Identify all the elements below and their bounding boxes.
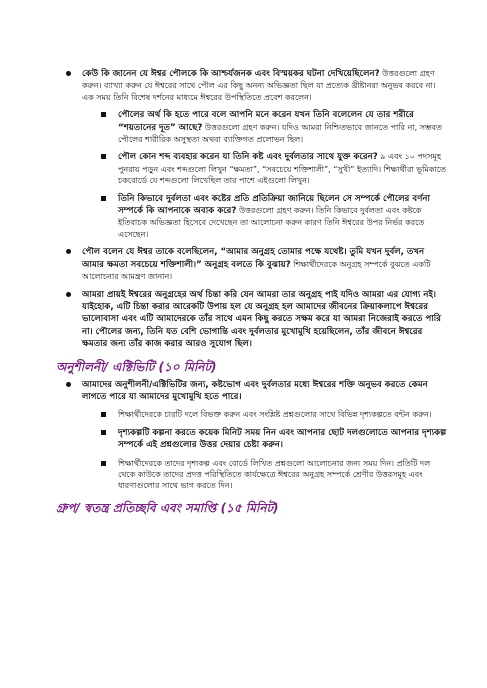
list-item (56, 193, 447, 241)
bullet-marker (66, 249, 71, 254)
list-item (56, 109, 447, 145)
bullet-marker (101, 430, 106, 435)
instruction-text: উত্তরগুলো গ্রহণ করুন। ব্যাখ্যা করুন যে ঈশ্বরের সাথে পৌল এর কিছু অনন্য অভিজ্ঞতা ছিল যা প্রত্যেক খ্রীষ্টানরা অনুভব করবে না। এক সময় তিনি বিশেষ দর্শনের মাধ্যমে ঈশ্বরের উপস্থিতিতে প্রবেশ করলেন। (82, 69, 436, 102)
instruction-text: উত্তরগুলো গ্রহণ করুন। যদিও আমরা নিশ্চিতভাবে জানতে পারি না, সম্ভবত পৌলের শারীরিক অসুস্থতা অথবা ব্যাক্তিগত প্রলোভন ছিল। (118, 122, 442, 145)
bullet-marker (101, 412, 106, 417)
list-item (56, 458, 447, 492)
statement-text: আমাদের অনুশীলনী/এক্টিভিটির জন্য, কষ্টভোগ এবং দুর্বলতার মধ্যে ঈশ্বরের শক্তি অনুভব করতে কেমন লাগতে পারে যা আমাদের মুখোমুখি হতে পারে। (82, 379, 428, 402)
list-item (56, 427, 447, 452)
question-text: পৌল বলেন যে ঈশ্বর তাকে বলেছিলেন, “আমার অনুগ্রহ তোমার পক্ষে যথেষ্ট। তুমি যখন দুর্বল, তখন আমার ক্ষমতা সবচেয়ে শক্তিশালী।” অনুগ্রহ বলতে কি বুঝায়? (82, 247, 425, 270)
bullet-marker (66, 292, 71, 297)
list-item (56, 379, 447, 404)
list-item (56, 289, 447, 351)
instruction-text: শিক্ষার্থীদেরকে চারটি দলে বিভক্ত করুন এবং সংশ্লিষ্ট প্রশ্নগুলোর সাথে বিভিন্ন দৃশ্যকল্পতে বন্টন করুন। (118, 410, 432, 420)
bullet-marker (101, 461, 106, 466)
question-text: পৌল কোন শব্দ ব্যবহার করেন যা তিনি কষ্ট এবং দুর্বলতার সাথে যুক্ত করেন? (118, 152, 378, 163)
list-item (56, 409, 447, 420)
list-item (56, 151, 447, 186)
instruction-text: শিক্ষার্থীদেরকে তাদের দৃশ্যকল্প এবং বোর্ডে লিখিত প্রশ্নগুলো আলোচনার জন্য সময় দিন। প্রতিটি দল থেকে কাউকে তাদের প্রদত্ত পরিস্থিতিতে কার্যক্ষেত্রে ঈশ্বরের অনুগ্রহ সম্পর্কে শ্রেণীর উত্তরসমূহ এবং ধারণাগুলোর সাথে ভাগ করতে দিন। (118, 458, 431, 491)
instruction-text: শিক্ষার্থীদেরকে অনুগ্রহ সম্পর্কে বুঝতে একটি আলোচনার আমন্ত্রণ জানান। (82, 259, 431, 282)
statement-text: আমরা প্রায়ই ঈশ্বরের অনুগ্রহের অর্থ চিন্তা করি যেন আমরা তার অনুগ্রহ পাই যদিও আমরা এর যোগ্য নই। যাইহোক, এটি চিন্তা করার আরেকটি উপায় হল যে অনুগ্রহ হল আমাদের জীবনের ক্রিয়াকলাপে ঈশ্বরের ভালোবাসা এবং এটি আমাদেরকে তাঁর সাথে এমন কিছু করতে সক্ষম করে যা আমরা নিজেরাই করতে পারি না। পৌলের জন্য, তিনি যত বেশি ভোগান্তি এবং দুর্বলতার মুখোমুখি হয়েছিলেন, তাঁর জীবনে ঈশ্বরের ক্ষমতার জন্য তাঁর কাজ করার আরও সুযোগ ছিল। (82, 289, 441, 350)
closing-heading: গ্রুপ/ স্বতন্ত্র প্রতিচ্ছবি এবং সমাপ্তি (১৫ মিনিট) (56, 500, 279, 515)
instruction-text: ৯ এবং ১০ পদসমূহ পুনরায় পড়ুন এবং শব্দগুলো লিখুন “ক্ষমতা”, “সবচেয়ে শক্তিশালী”, “সুখী” ইত্যাদি। শিক্ষার্থীরা ভূমিকাতে চকবোর্ডে যে শব্দগুলো লিখেছিল তার পাশে এইগুলো লিখুন। (118, 152, 447, 186)
question-text: পৌলের অর্থ কি হতে পারে বলে আপনি মনে করেন যখন তিনি বলেলেন যে তার শরীরে “শয়তানের দূত” আছে? (118, 110, 414, 133)
question-text: তিনি কিভাবে দুর্বলতা এবং কষ্টের প্রতি প্রতিক্রিয়া জানিয়ে ছিলেন সে সম্পর্কে পৌলের বর্ণনা সম্পর্কে কি আপনাকে অবাক করে? (118, 193, 431, 217)
bullet-marker (66, 71, 71, 76)
bullet-marker (66, 382, 71, 387)
list-item (56, 246, 447, 282)
bullet-marker (101, 154, 106, 159)
activity-heading: অনুশীলনী/ এক্টিভিটি (১০ মিনিট) (56, 359, 217, 374)
bullet-marker (101, 112, 106, 117)
instruction-text: উত্তরগুলো গ্রহণ করুন। তিনি কিভাবে দুর্বলতা এবং কষ্টকে ইতিবাচক অভিজ্ঞতা হিসেবে দেখেছেন তা আলোচনা করুন কারণ তিনি ঈশ্বরের উপর নির্ভর করতে এসেছেন। (118, 206, 425, 239)
list-item (56, 68, 447, 103)
question-text: কেউ কি জানেন যে ঈশ্বর পৌলকে কি আশ্চর্যজনক এবং বিস্ময়কর ঘটনা দেখিয়েছিলেন? (82, 69, 380, 79)
bullet-marker (101, 196, 106, 201)
question-text: দৃশ্যকল্পটি কল্পনা করতে কয়েক মিনিট সময় নিন এবং আপনার ছোট দলগুলোতে আপনার দৃশ্যকল্প সম্পর্কে এই প্রশ্নগুলোর উত্তর দেয়ার চেষ্টা করুন। (118, 427, 447, 451)
